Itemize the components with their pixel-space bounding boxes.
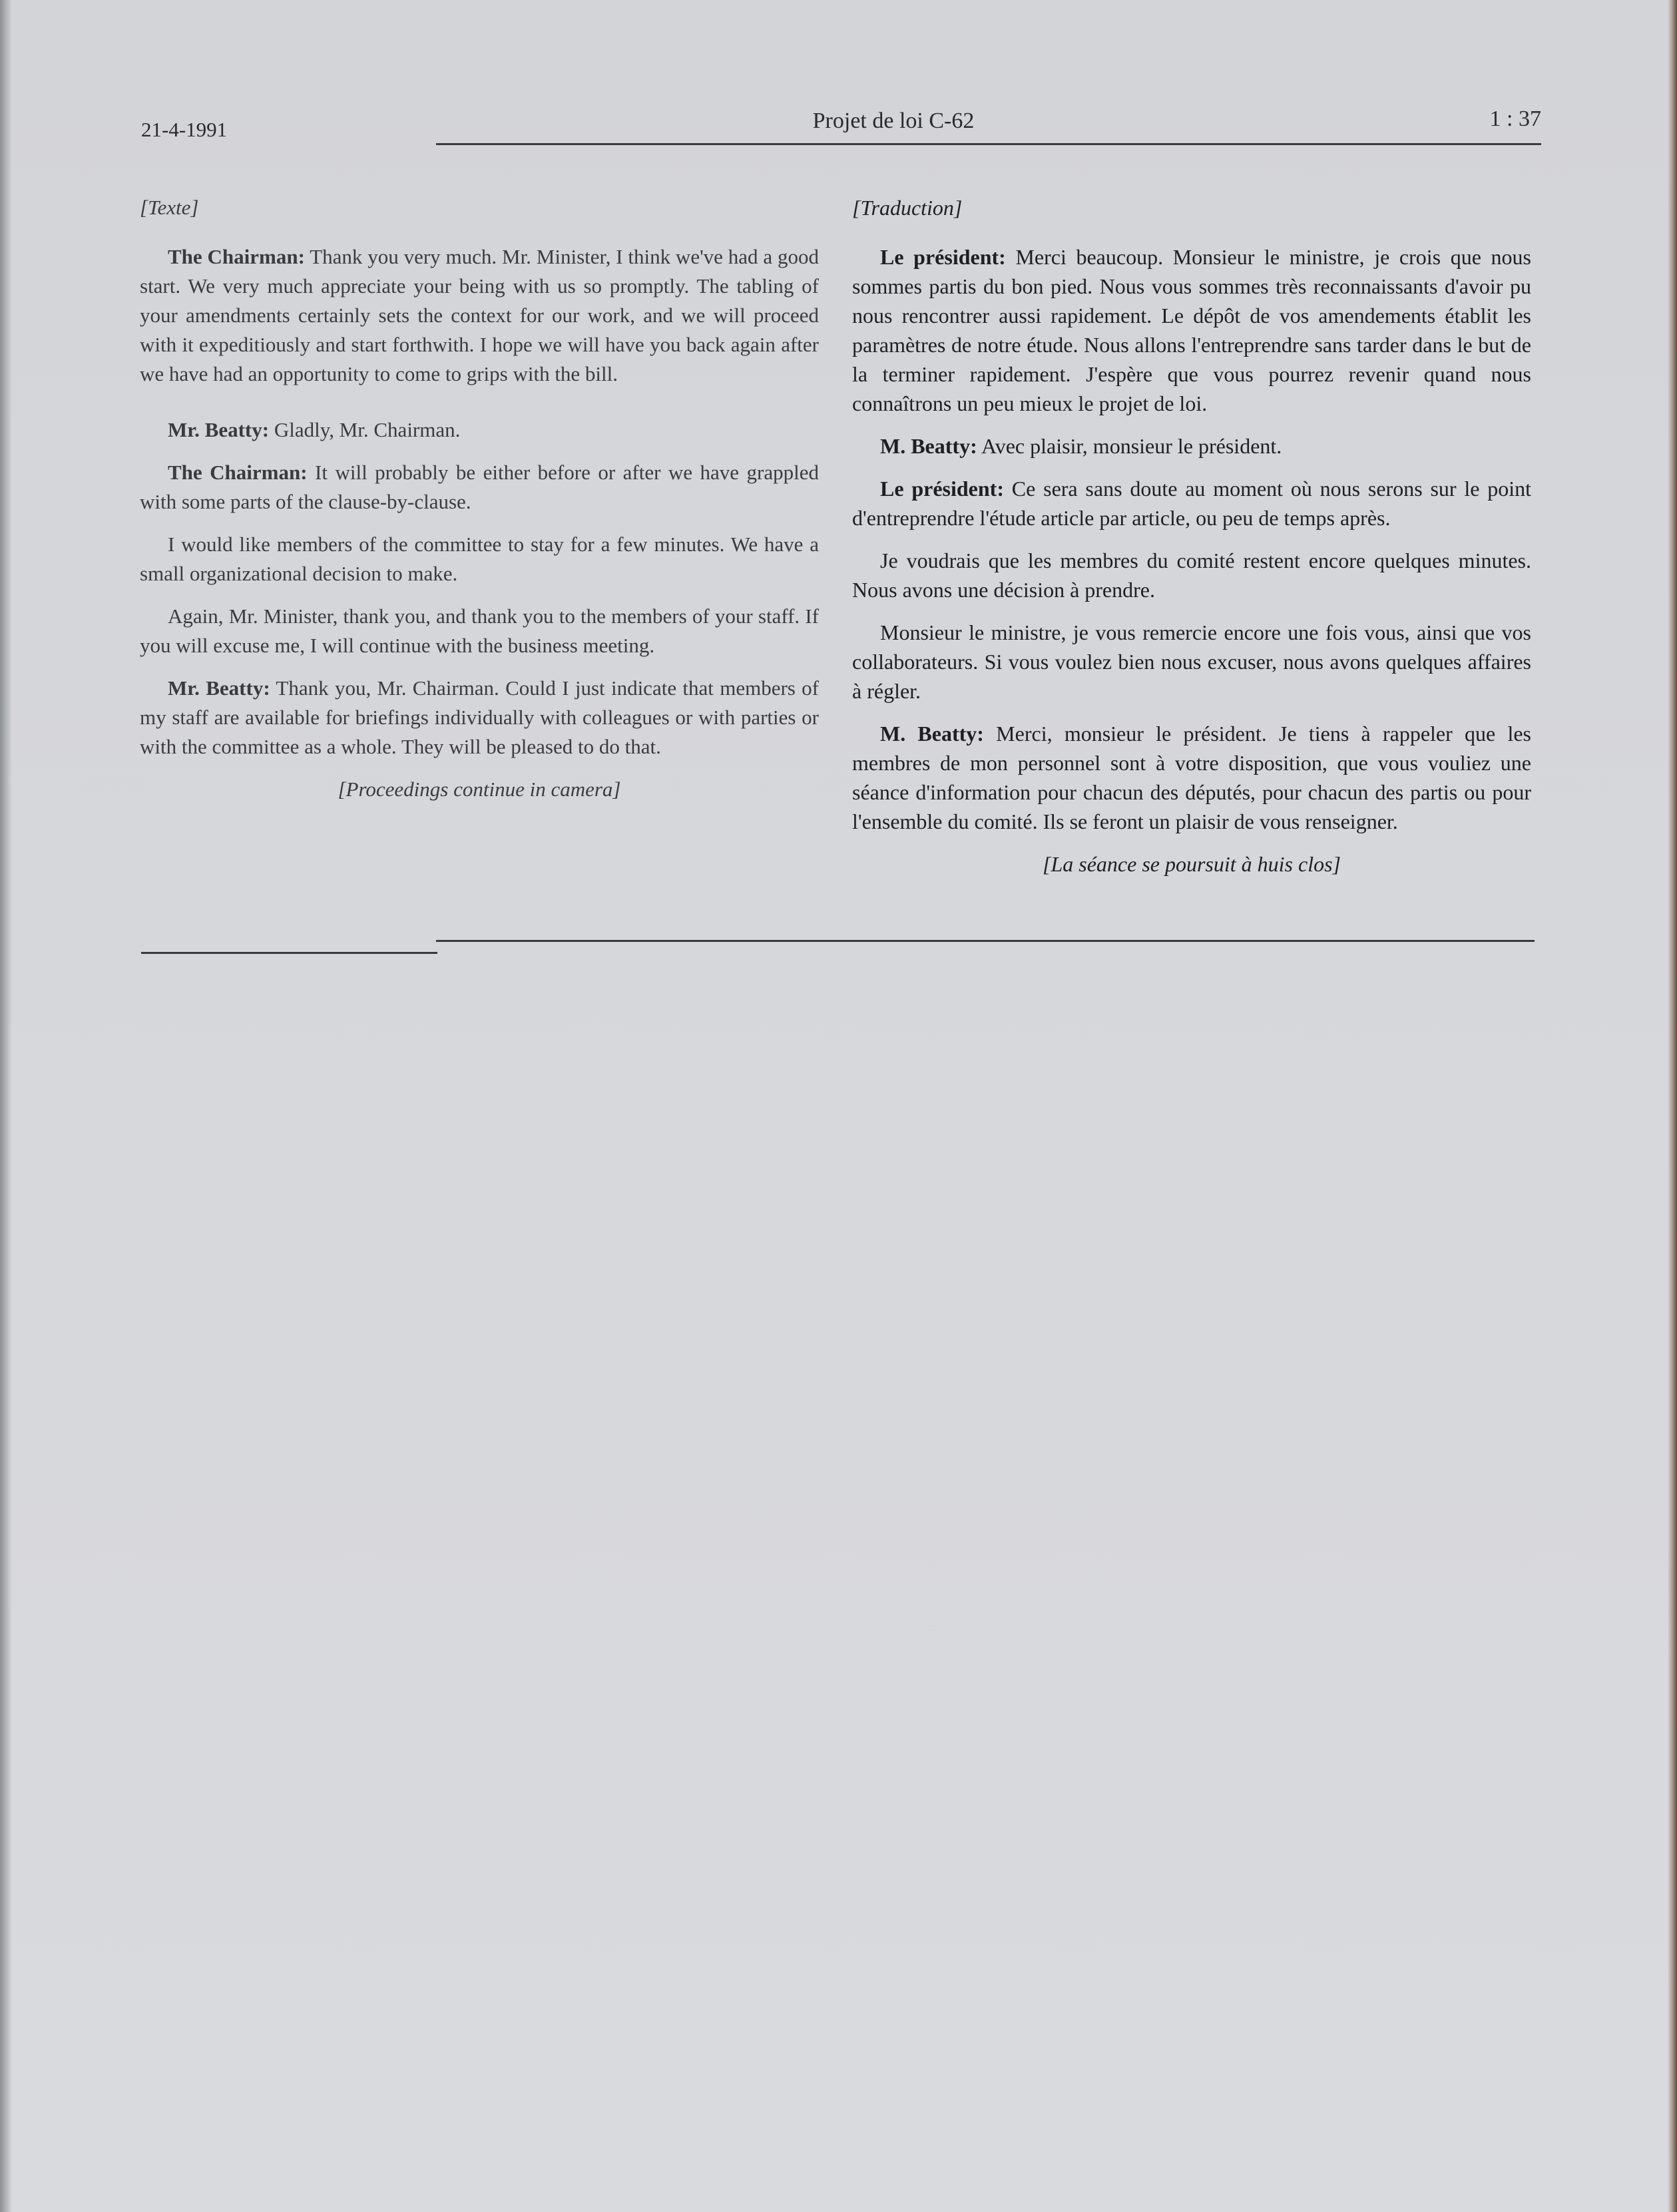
paragraph-text: Thank you, Mr. Chairman. Could I just indicate that members of my staff are available for briefings individually with colleagues or with parties or with the committee as a whole. They will be pleased to do that. [140, 676, 819, 758]
speaker-name: M. Beatty: [880, 722, 984, 746]
paragraph [140, 602, 819, 660]
paragraph [852, 474, 1531, 533]
paragraph-text: Thank you very much. Mr. Minister, I think we've had a good start. We very much appreciate your being with us so promptly. The tabling of your amendments certainly sets the context for our work, and we will proceed with it expeditiously and start forthwith. I hope we will have you back again after we have had an opportunity to come to grips with the bill. [140, 245, 819, 385]
page-edge-shadow [0, 0, 12, 2212]
header-page-number: 1 : 37 [1489, 107, 1541, 131]
paragraph [852, 431, 1531, 461]
footer-rule-long [436, 940, 1535, 942]
left-column-tag: [Texte] [140, 196, 199, 219]
speaker-name: The Chairman: [168, 461, 308, 484]
paragraph [852, 242, 1531, 418]
paragraph-text: Monsieur le ministre, je vous remercie encore une fois vous, ainsi que vos collaborateurs. Si vous voulez bien nous excuser, nous avons quelques affaires à régler. [852, 620, 1531, 703]
paragraph-text: Merci beaucoup. Monsieur le ministre, je crois que nous sommes partis du bon pied. Nous vous sommes très reconnaissants d'avoir pu nous rencontrer aussi rapidement. Le dépôt de vos amendements établit les paramètres de notre étude. Nous allons l'entreprendre sans tarder dans le but de la terminer rapidement. J'espère que vous pourrez revenir quand nous connaîtrons un peu mieux le projet de loi. [852, 245, 1532, 415]
paragraph-text: Merci, monsieur le président. Je tiens à rappeler que les membres de mon personnel sont à votre disposition, que vous vouliez une séance d'information pour chacun des députés, pour chacun des partis ou pour l'ensemble du comité. Ils se feront un plaisir de vous renseigner. [852, 722, 1532, 833]
right-column-tag: [Traduction] [852, 196, 963, 220]
speaker-name: Mr. Beatty: [168, 676, 270, 700]
paragraph-text: It will probably be either before or after we have grappled with some parts of the clause-by-clause. [140, 461, 819, 513]
speaker-name: The Chairman: [168, 245, 305, 268]
speaker-name: Le président: [880, 477, 1004, 501]
speaker-name: M. Beatty: [880, 434, 977, 458]
header-title: Projet de loi C-62 [812, 109, 975, 133]
book-binding-edge [1668, 0, 1677, 2212]
paragraph [140, 530, 819, 588]
paragraph-text: Gladly, Mr. Chairman. [269, 418, 461, 441]
footer-rule-short [141, 952, 437, 954]
right-column-closing: [La séance se poursuit à huis clos] [1043, 852, 1341, 876]
paragraph [140, 674, 819, 762]
paragraph [852, 618, 1531, 706]
paragraph-text: I would like members of the committee to stay for a few minutes. We have a small organizational decision to make. [140, 533, 819, 585]
speaker-name: Le président: [880, 245, 1006, 269]
header-rule [436, 143, 1541, 145]
paragraph-text: Ce sera sans doute au moment où nous serons sur le point d'entreprendre l'étude article par article, ou peu de temps après. [852, 477, 1532, 530]
left-column-english [140, 186, 819, 804]
right-column-french [852, 186, 1531, 879]
paragraph [140, 415, 819, 445]
paragraph-text: Je voudrais que les membres du comité restent encore quelques minutes. Nous avons une décision à prendre. [852, 549, 1531, 602]
paragraph-text: Again, Mr. Minister, thank you, and thank you to the members of your staff. If you will excuse me, I will continue with the business meeting. [140, 604, 819, 657]
paragraph-text: Avec plaisir, monsieur le président. [977, 434, 1282, 458]
header-date: 21-4-1991 [141, 118, 228, 141]
paragraph [140, 458, 819, 517]
left-column-closing: [Proceedings continue in camera] [338, 777, 621, 801]
paragraph [852, 546, 1531, 604]
speaker-name: Mr. Beatty: [168, 418, 270, 441]
page-header [141, 103, 1541, 143]
paragraph [852, 719, 1531, 836]
paragraph [140, 242, 819, 389]
